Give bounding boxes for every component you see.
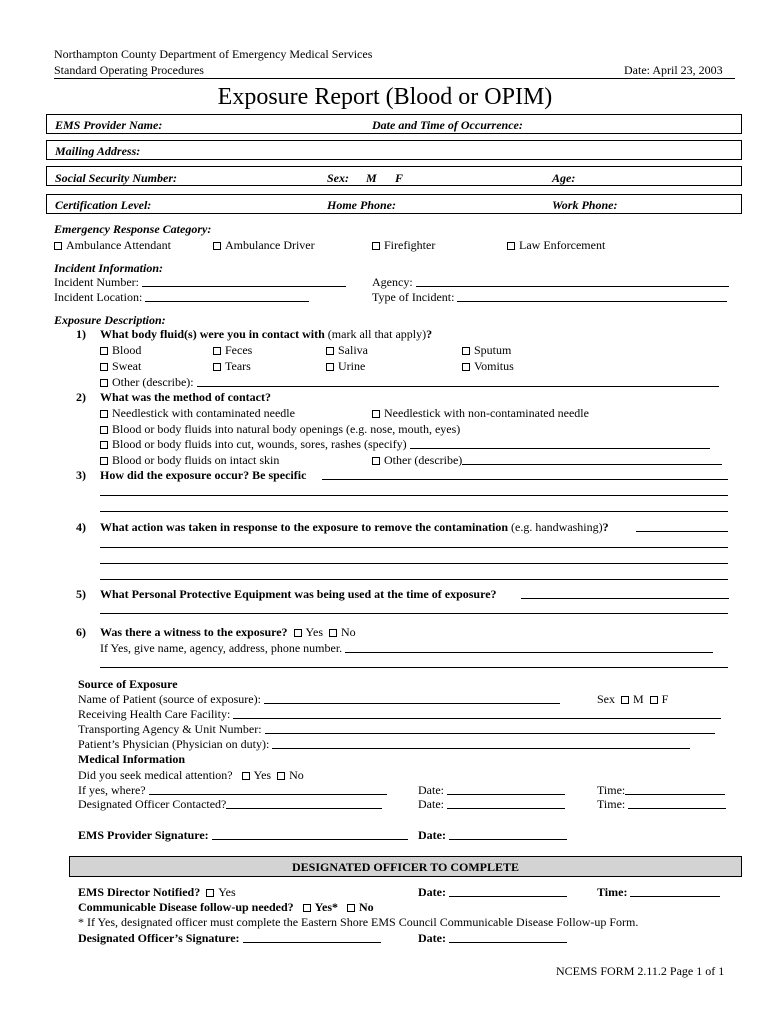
q4-answer-line[interactable] [100,563,728,564]
checkbox-icon[interactable] [100,426,108,434]
q5-answer-line[interactable] [521,598,729,599]
fluid-other-blank[interactable] [197,376,719,387]
checkbox-icon[interactable] [650,696,658,704]
mailing-label: Mailing Address: [55,144,141,158]
method-option[interactable]: Blood or body fluids on intact skin [100,453,279,467]
form-footer: NCEMS FORM 2.11.2 Page 1 of 1 [556,964,725,978]
medical-officer-blank[interactable] [226,798,382,809]
medical-time-2[interactable]: Time: [597,797,726,811]
q6-number: 6) [76,625,86,639]
director-time-blank[interactable] [630,886,720,897]
q2-number: 2) [76,390,86,404]
medical-date-blank[interactable] [447,798,565,809]
q5-number: 5) [76,587,86,601]
checkbox-icon[interactable] [213,347,221,355]
q3-text: How did the exposure occur? Be specific [100,468,307,482]
home-phone-label: Home Phone: [327,198,396,212]
director-date-blank[interactable] [449,886,567,897]
designated-banner-text: DESIGNATED OFFICER TO COMPLETE [291,860,520,874]
fluid-option[interactable]: Sweat [100,359,141,373]
director-time[interactable]: Time: [597,885,720,899]
q5-answer-line[interactable] [100,613,728,614]
incident-type[interactable]: Type of Incident: [372,290,727,304]
q1-number: 1) [76,327,86,341]
provider-name-label: EMS Provider Name: [55,118,163,132]
q6-answer-line[interactable] [100,667,728,668]
checkbox-icon[interactable] [213,242,221,250]
fluid-option[interactable]: Urine [326,359,365,373]
source-sex[interactable]: Sex M F [597,692,669,706]
method-option[interactable]: Blood or body fluids into cut, wounds, sores, rashes (specify) [100,437,710,451]
checkbox-icon[interactable] [100,457,108,465]
category-option[interactable]: Law Enforcement [507,238,605,252]
category-option[interactable]: Ambulance Driver [213,238,315,252]
q3-number: 3) [76,468,86,482]
sex-f[interactable]: F [395,171,404,185]
org-name: Northampton County Department of Emergency Medical Services [54,47,373,61]
designated-signature-blank[interactable] [243,932,381,943]
method-option[interactable]: Needlestick with contaminated needle [100,406,295,420]
source-facility-blank[interactable] [233,708,721,719]
director-date[interactable]: Date: [418,885,567,899]
checkbox-icon[interactable] [206,889,214,897]
q4-number: 4) [76,520,86,534]
source-heading: Source of Exposure [78,677,178,691]
checkbox-icon[interactable] [100,441,108,449]
sex-m[interactable]: M [366,171,377,185]
designated-signature[interactable]: Designated Officer’s Signature: [78,931,381,945]
incident-location-blank[interactable] [145,291,309,302]
checkbox-icon[interactable] [372,242,380,250]
checkbox-icon[interactable] [621,696,629,704]
fluid-option[interactable]: Tears [213,359,251,373]
medical-seek: Did you seek medical attention? Yes No [78,768,304,782]
category-heading: Emergency Response Category: [54,222,212,236]
medical-time-blank[interactable] [625,784,725,795]
designated-date-blank[interactable] [449,932,567,943]
q5-text: What Personal Protective Equipment was being used at the time of exposure? [100,587,497,601]
category-option[interactable]: Ambulance Attendant [54,238,171,252]
designated-date[interactable]: Date: [418,931,567,945]
checkbox-icon[interactable] [372,410,380,418]
medical-date-2[interactable]: Date: [418,797,565,811]
q3-answer-line[interactable] [100,511,728,512]
q3-answer-line[interactable] [100,495,728,496]
fluid-option[interactable]: Blood [100,343,141,357]
incident-number[interactable]: Incident Number: [54,275,346,289]
checkbox-icon[interactable] [100,363,108,371]
medical-date-blank[interactable] [447,784,565,795]
page-title: Exposure Report (Blood or OPIM) [217,84,553,110]
checkbox-icon[interactable] [294,629,302,637]
medical-heading: Medical Information [78,752,185,766]
checkbox-icon[interactable] [347,904,355,912]
fluid-option[interactable]: Saliva [326,343,368,357]
checkbox-icon[interactable] [100,347,108,355]
checkbox-icon[interactable] [54,242,62,250]
agency[interactable]: Agency: [372,275,729,289]
checkbox-icon[interactable] [462,363,470,371]
checkbox-icon[interactable] [507,242,515,250]
incident-heading: Incident Information: [54,261,164,275]
method-option[interactable]: Other (describe) [372,453,722,467]
sop-subtitle: Standard Operating Procedures [54,63,204,77]
checkbox-icon[interactable] [242,772,250,780]
work-phone-label: Work Phone: [552,198,618,212]
agency-blank[interactable] [416,276,729,287]
cert-label: Certification Level: [55,198,152,212]
q6-sub[interactable]: If Yes, give name, agency, address, phone number. [100,641,713,655]
q4-text: What action was taken in response to the exposure to remove the contamination (e.g. handwashing)? [100,520,609,534]
source-patient-blank[interactable] [264,693,560,704]
q1-text: What body fluid(s) were you in contact with (mark all that apply)? [100,327,433,341]
followup-needed: Communicable Disease follow-up needed? Yes* No [78,900,374,914]
q2-text: What was the method of contact? [100,390,271,404]
fluid-other[interactable]: Other (describe): [100,375,719,389]
age-label: Age: [552,171,576,185]
fluid-option[interactable]: Feces [213,343,252,357]
checkbox-icon[interactable] [329,629,337,637]
checkbox-icon[interactable] [372,457,380,465]
incident-type-blank[interactable] [457,291,727,302]
method-option[interactable]: Blood or body fluids into natural body openings (e.g. nose, mouth, eyes) [100,422,460,436]
q6-answer-blank[interactable] [345,642,713,653]
checkbox-icon[interactable] [100,379,108,387]
incident-location[interactable]: Incident Location: [54,290,309,304]
provider-signature[interactable]: EMS Provider Signature: [78,828,408,842]
source-facility[interactable]: Receiving Health Care Facility: [78,707,721,721]
provider-signature-blank[interactable] [212,829,408,840]
medical-where-blank[interactable] [149,784,387,795]
q3-answer-line[interactable] [322,479,728,480]
q4-answer-line[interactable] [636,531,728,532]
followup-note: * If Yes, designated officer must complete the Eastern Shore EMS Council Communicable Disease Follow-up Form. [78,915,639,929]
sex-label: Sex: [327,171,349,185]
q4-answer-line[interactable] [100,547,728,548]
checkbox-icon[interactable] [303,904,311,912]
checkbox-icon[interactable] [462,347,470,355]
source-physician[interactable]: Patient’s Physician (Physician on duty): [78,737,690,751]
signature-date-blank[interactable] [449,829,567,840]
checkbox-icon[interactable] [100,410,108,418]
header-date: Date: April 23, 2003 [624,63,723,77]
medical-time-blank[interactable] [628,798,726,809]
medical-officer[interactable]: Designated Officer Contacted? [78,797,382,811]
source-transport-blank[interactable] [265,723,715,734]
q4-answer-line[interactable] [100,579,728,580]
q6-text: Was there a witness to the exposure? Yes No [100,625,356,639]
source-transport[interactable]: Transporting Agency & Unit Number: [78,722,715,736]
source-patient[interactable]: Name of Patient (source of exposure): [78,692,560,706]
header-rule [54,78,735,79]
method-specify-blank[interactable] [410,438,710,449]
provider-signature-date[interactable]: Date: [418,828,567,842]
checkbox-icon[interactable] [213,363,221,371]
fluid-option[interactable]: Sputum [462,343,511,357]
fluid-option[interactable]: Vomitus [462,359,514,373]
source-physician-blank[interactable] [272,738,690,749]
checkbox-icon[interactable] [277,772,285,780]
ssn-label: Social Security Number: [55,171,177,185]
director-notified: EMS Director Notified? Yes [78,885,236,899]
medical-where[interactable]: If yes, where? [78,783,387,797]
mailing-row[interactable] [46,140,742,160]
date-time-label: Date and Time of Occurrence: [372,118,523,132]
medical-date-1[interactable]: Date: [418,783,565,797]
checkbox-icon[interactable] [326,347,334,355]
method-other-blank[interactable] [462,454,722,465]
category-option[interactable]: Firefighter [372,238,435,252]
method-option[interactable]: Needlestick with non-contaminated needle [372,406,589,420]
exposure-heading: Exposure Description: [54,313,166,327]
medical-time-1[interactable]: Time: [597,783,725,797]
incident-number-blank[interactable] [142,276,346,287]
checkbox-icon[interactable] [326,363,334,371]
